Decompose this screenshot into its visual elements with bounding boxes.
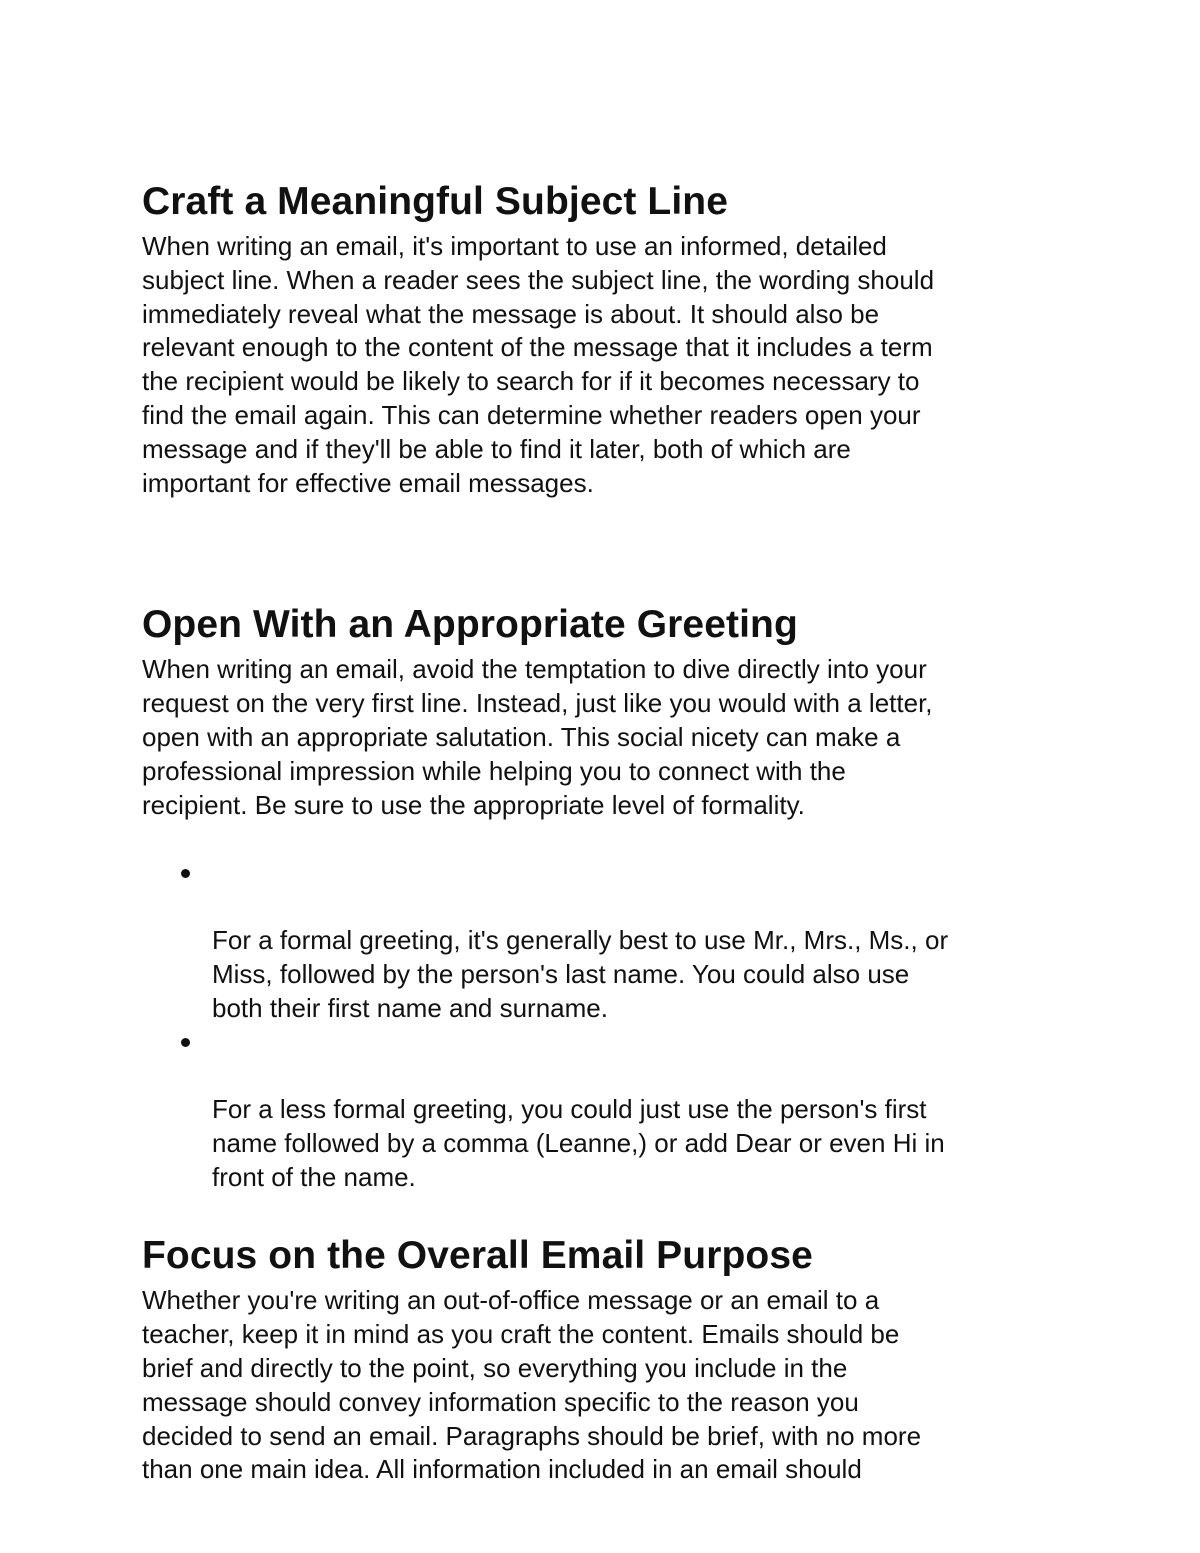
section-paragraph: When writing an email, avoid the temptation to dive directly into your request on the very first line. Instead, just like you would with a letter, open with an appropriate salutation. This social nicety can make a professional impression while helping you to connect with the recipient. Be sure to use the appropriate level of formality. [142,654,933,820]
bullet-icon [181,869,190,878]
section-greeting [142,603,1062,1194]
list-item [142,856,1062,1025]
bullet-icon [181,1038,190,1047]
section-paragraph: Whether you're writing an out-of-office message or an email to a teacher, keep it in mind as you craft the content. Emails should be brief and directly to the point, so everything you include in the message should convey information specific to the reason you decided to send an email. Paragraphs should be brief, with no more than one main idea. All information included in an email should [142,1285,922,1485]
document-page [142,180,1062,1487]
section-heading: Craft a Meaningful Subject Line [142,180,728,223]
list-item [142,1025,1062,1194]
section-heading: Open With an Appropriate Greeting [142,603,798,647]
section-subject-line [142,180,1062,500]
list-item-text: For a less formal greeting, you could just use the person's first name followed by a comma (Leanne,) or add Dear or even Hi in front of the name. [212,1093,945,1192]
section-paragraph: When writing an email, it's important to use an informed, detailed subject line. When a reader sees the subject line, the wording should immediately reveal what the message is about. It should also be relevant enough to the content of the message that it includes a term the recipient would be likely to search for if it becomes necessary to find the email again. This can determine whether readers open your message and if they'll be able to find it later, both of which are important for effective email messages. [142,231,935,498]
section-heading: Focus on the Overall Email Purpose [142,1234,813,1278]
section-email-purpose [142,1234,1062,1487]
list-item-text: For a formal greeting, it's generally best to use Mr., Mrs., Ms., or Miss, followed by the person's last name. You could also use both their first name and surname. [212,924,949,1023]
greeting-bullet-list [142,856,1062,1194]
